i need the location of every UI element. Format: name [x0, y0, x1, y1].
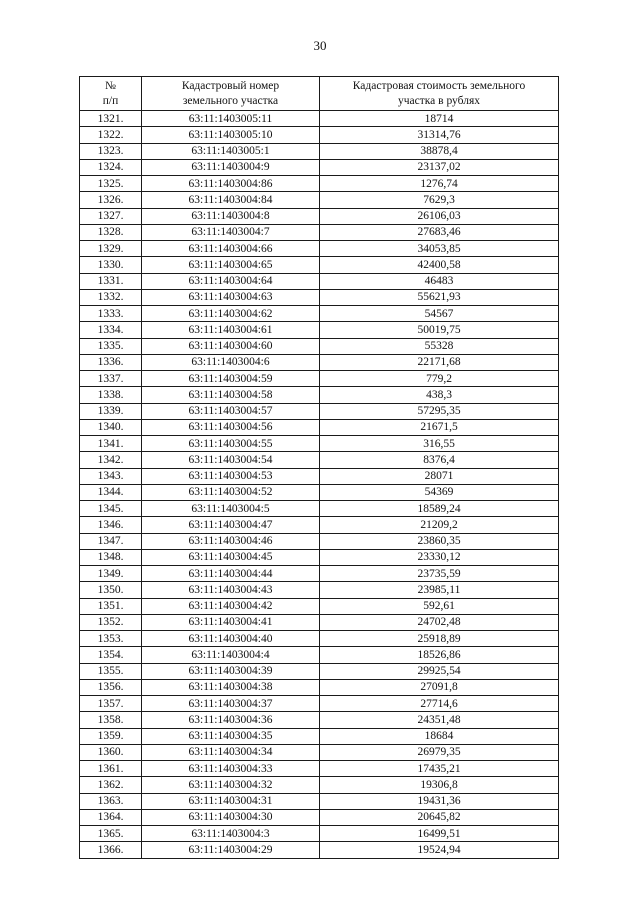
cadastral-value-cell: 29925,54 — [320, 663, 559, 679]
row-number-cell: 1359. — [80, 728, 142, 744]
table-row — [80, 793, 559, 809]
table-row — [80, 647, 559, 663]
cadastral-number-cell: 63:11:1403004:61 — [142, 322, 320, 338]
cadastral-value-cell: 23860,35 — [320, 533, 559, 549]
table-row — [80, 728, 559, 744]
cadastral-number-cell: 63:11:1403004:54 — [142, 452, 320, 468]
header-row-number-line-2: п/п — [102, 94, 119, 107]
table-row — [80, 241, 559, 257]
row-number-cell: 1337. — [80, 371, 142, 387]
row-number-cell: 1353. — [80, 631, 142, 647]
table-row — [80, 826, 559, 842]
row-number-cell: 1338. — [80, 387, 142, 403]
cadastral-value-cell: 316,55 — [320, 436, 559, 452]
cadastral-value-cell: 54567 — [320, 306, 559, 322]
header-row-number-line-1: № — [105, 79, 116, 92]
cadastral-value-cell: 46483 — [320, 273, 559, 289]
cadastral-value-cell: 34053,85 — [320, 241, 559, 257]
cadastral-value-cell: 20645,82 — [320, 809, 559, 825]
row-number-cell: 1351. — [80, 598, 142, 614]
table-row — [80, 631, 559, 647]
cadastral-value-cell: 19431,36 — [320, 793, 559, 809]
row-number-cell: 1334. — [80, 322, 142, 338]
cadastral-number-cell: 63:11:1403004:7 — [142, 224, 320, 240]
row-number-cell: 1365. — [80, 826, 142, 842]
cadastral-number-cell: 63:11:1403005:10 — [142, 127, 320, 143]
cadastral-value-cell: 27714,6 — [320, 696, 559, 712]
table-row — [80, 533, 559, 549]
cadastral-value-cell: 21671,5 — [320, 419, 559, 435]
row-number-cell: 1366. — [80, 842, 142, 858]
cadastral-value-cell: 24702,48 — [320, 614, 559, 630]
row-number-cell: 1356. — [80, 679, 142, 695]
cadastral-value-cell: 779,2 — [320, 371, 559, 387]
cadastral-value-cell: 57295,35 — [320, 403, 559, 419]
row-number-cell: 1339. — [80, 403, 142, 419]
row-number-cell: 1346. — [80, 517, 142, 533]
cadastral-value-table — [79, 76, 559, 859]
cadastral-number-cell: 63:11:1403004:42 — [142, 598, 320, 614]
cadastral-number-cell: 63:11:1403004:34 — [142, 744, 320, 760]
row-number-cell: 1357. — [80, 696, 142, 712]
table-row — [80, 582, 559, 598]
cadastral-number-cell: 63:11:1403004:66 — [142, 241, 320, 257]
row-number-cell: 1363. — [80, 793, 142, 809]
cadastral-value-cell: 55328 — [320, 338, 559, 354]
table-row — [80, 419, 559, 435]
row-number-cell: 1329. — [80, 241, 142, 257]
cadastral-number-cell: 63:11:1403004:39 — [142, 663, 320, 679]
table-row — [80, 744, 559, 760]
table-row — [80, 777, 559, 793]
cadastral-number-cell: 63:11:1403004:52 — [142, 484, 320, 500]
table-row — [80, 809, 559, 825]
cadastral-value-cell: 54369 — [320, 484, 559, 500]
table-row — [80, 842, 559, 858]
table-row — [80, 338, 559, 354]
row-number-cell: 1355. — [80, 663, 142, 679]
cadastral-value-cell: 23735,59 — [320, 566, 559, 582]
header-row — [80, 77, 559, 111]
row-number-cell: 1349. — [80, 566, 142, 582]
page-number: 30 — [313, 38, 327, 53]
cadastral-number-cell: 63:11:1403004:45 — [142, 549, 320, 565]
row-number-cell: 1331. — [80, 273, 142, 289]
table-row — [80, 143, 559, 159]
row-number-cell: 1358. — [80, 712, 142, 728]
cadastral-value-cell: 27683,46 — [320, 224, 559, 240]
table-row — [80, 484, 559, 500]
cadastral-number-cell: 63:11:1403004:33 — [142, 761, 320, 777]
row-number-cell: 1361. — [80, 761, 142, 777]
table-row — [80, 111, 559, 127]
table-row — [80, 614, 559, 630]
row-number-cell: 1362. — [80, 777, 142, 793]
cadastral-value-cell: 31314,76 — [320, 127, 559, 143]
cadastral-value-cell: 42400,58 — [320, 257, 559, 273]
cadastral-value-cell: 438,3 — [320, 387, 559, 403]
cadastral-number-cell: 63:11:1403004:84 — [142, 192, 320, 208]
row-number-cell: 1360. — [80, 744, 142, 760]
table-row — [80, 273, 559, 289]
cadastral-number-cell: 63:11:1403004:38 — [142, 679, 320, 695]
cadastral-number-cell: 63:11:1403004:46 — [142, 533, 320, 549]
table-row — [80, 436, 559, 452]
row-number-cell: 1340. — [80, 419, 142, 435]
cadastral-value-cell: 7629,3 — [320, 192, 559, 208]
table-row — [80, 696, 559, 712]
cadastral-number-cell: 63:11:1403005:1 — [142, 143, 320, 159]
cadastral-value-cell: 18526,86 — [320, 647, 559, 663]
table-row — [80, 663, 559, 679]
cadastral-number-cell: 63:11:1403004:31 — [142, 793, 320, 809]
cadastral-value-cell: 18589,24 — [320, 501, 559, 517]
header-cadastral-value-line-1: Кадастровая стоимость земельного — [352, 79, 526, 92]
row-number-cell: 1327. — [80, 208, 142, 224]
table-row — [80, 679, 559, 695]
row-number-cell: 1341. — [80, 436, 142, 452]
cadastral-value-cell: 26979,35 — [320, 744, 559, 760]
cadastral-number-cell: 63:11:1403004:4 — [142, 647, 320, 663]
cadastral-value-cell: 8376,4 — [320, 452, 559, 468]
cadastral-number-cell: 63:11:1403004:65 — [142, 257, 320, 273]
cadastral-value-cell: 17435,21 — [320, 761, 559, 777]
cadastral-number-cell: 63:11:1403004:59 — [142, 371, 320, 387]
row-number-cell: 1343. — [80, 468, 142, 484]
cadastral-number-cell: 63:11:1403004:63 — [142, 289, 320, 305]
row-number-cell: 1364. — [80, 809, 142, 825]
table-row — [80, 566, 559, 582]
table-row — [80, 208, 559, 224]
table-row — [80, 712, 559, 728]
row-number-cell: 1345. — [80, 501, 142, 517]
table-row — [80, 176, 559, 192]
cadastral-value-cell: 26106,03 — [320, 208, 559, 224]
cadastral-value-cell: 38878,4 — [320, 143, 559, 159]
row-number-cell: 1323. — [80, 143, 142, 159]
cadastral-value-cell: 55621,93 — [320, 289, 559, 305]
header-cadastral-number — [142, 77, 320, 111]
row-number-cell: 1344. — [80, 484, 142, 500]
table-header — [80, 77, 559, 111]
table-row — [80, 192, 559, 208]
cadastral-number-cell: 63:11:1403004:30 — [142, 809, 320, 825]
table-row — [80, 468, 559, 484]
cadastral-number-cell: 63:11:1403004:9 — [142, 159, 320, 175]
cadastral-number-cell: 63:11:1403004:8 — [142, 208, 320, 224]
cadastral-value-cell: 28071 — [320, 468, 559, 484]
cadastral-number-cell: 63:11:1403004:64 — [142, 273, 320, 289]
cadastral-number-cell: 63:11:1403005:11 — [142, 111, 320, 127]
row-number-cell: 1348. — [80, 549, 142, 565]
cadastral-value-cell: 27091,8 — [320, 679, 559, 695]
table-row — [80, 371, 559, 387]
cadastral-value-cell: 1276,74 — [320, 176, 559, 192]
header-cadastral-value — [320, 77, 559, 111]
cadastral-number-cell: 63:11:1403004:32 — [142, 777, 320, 793]
cadastral-number-cell: 63:11:1403004:40 — [142, 631, 320, 647]
row-number-cell: 1325. — [80, 176, 142, 192]
row-number-cell: 1332. — [80, 289, 142, 305]
header-cadastral-value-line-2: участка в рублях — [397, 94, 480, 107]
table-row — [80, 127, 559, 143]
cadastral-number-cell: 63:11:1403004:5 — [142, 501, 320, 517]
cadastral-number-cell: 63:11:1403004:37 — [142, 696, 320, 712]
table-row — [80, 306, 559, 322]
cadastral-number-cell: 63:11:1403004:35 — [142, 728, 320, 744]
cadastral-number-cell: 63:11:1403004:57 — [142, 403, 320, 419]
row-number-cell: 1352. — [80, 614, 142, 630]
cadastral-value-cell: 24351,48 — [320, 712, 559, 728]
table-row — [80, 257, 559, 273]
row-number-cell: 1333. — [80, 306, 142, 322]
table-row — [80, 159, 559, 175]
table-row — [80, 549, 559, 565]
cadastral-value-cell: 23137,02 — [320, 159, 559, 175]
cadastral-value-cell: 25918,89 — [320, 631, 559, 647]
row-number-cell: 1336. — [80, 354, 142, 370]
cadastral-value-cell: 19306,8 — [320, 777, 559, 793]
row-number-cell: 1335. — [80, 338, 142, 354]
table-row — [80, 403, 559, 419]
cadastral-number-cell: 63:11:1403004:6 — [142, 354, 320, 370]
table-body — [80, 111, 559, 859]
cadastral-number-cell: 63:11:1403004:43 — [142, 582, 320, 598]
table-row — [80, 501, 559, 517]
cadastral-number-cell: 63:11:1403004:60 — [142, 338, 320, 354]
row-number-cell: 1354. — [80, 647, 142, 663]
header-cadastral-number-line-1: Кадастровый номер — [181, 79, 280, 92]
table-row — [80, 761, 559, 777]
table-row — [80, 387, 559, 403]
row-number-cell: 1324. — [80, 159, 142, 175]
cadastral-value-cell: 21209,2 — [320, 517, 559, 533]
cadastral-number-cell: 63:11:1403004:86 — [142, 176, 320, 192]
row-number-cell: 1328. — [80, 224, 142, 240]
row-number-cell: 1347. — [80, 533, 142, 549]
cadastral-value-cell: 23330,12 — [320, 549, 559, 565]
cadastral-number-cell: 63:11:1403004:56 — [142, 419, 320, 435]
row-number-cell: 1350. — [80, 582, 142, 598]
cadastral-number-cell: 63:11:1403004:29 — [142, 842, 320, 858]
header-row-number — [80, 77, 142, 111]
table-row — [80, 354, 559, 370]
table-row — [80, 289, 559, 305]
header-cadastral-number-line-2: земельного участка — [182, 94, 279, 107]
cadastral-value-cell: 23985,11 — [320, 582, 559, 598]
cadastral-number-cell: 63:11:1403004:41 — [142, 614, 320, 630]
cadastral-value-cell: 592,61 — [320, 598, 559, 614]
cadastral-value-cell: 50019,75 — [320, 322, 559, 338]
cadastral-value-cell: 16499,51 — [320, 826, 559, 842]
cadastral-value-cell: 19524,94 — [320, 842, 559, 858]
cadastral-number-cell: 63:11:1403004:55 — [142, 436, 320, 452]
row-number-cell: 1342. — [80, 452, 142, 468]
cadastral-number-cell: 63:11:1403004:58 — [142, 387, 320, 403]
table-row — [80, 224, 559, 240]
cadastral-number-cell: 63:11:1403004:62 — [142, 306, 320, 322]
cadastral-value-cell: 18714 — [320, 111, 559, 127]
cadastral-value-cell: 18684 — [320, 728, 559, 744]
row-number-cell: 1330. — [80, 257, 142, 273]
table-row — [80, 452, 559, 468]
table-row — [80, 598, 559, 614]
row-number-cell: 1321. — [80, 111, 142, 127]
cadastral-value-cell: 22171,68 — [320, 354, 559, 370]
table-row — [80, 322, 559, 338]
table-row — [80, 517, 559, 533]
cadastral-number-cell: 63:11:1403004:47 — [142, 517, 320, 533]
row-number-cell: 1322. — [80, 127, 142, 143]
cadastral-number-cell: 63:11:1403004:53 — [142, 468, 320, 484]
row-number-cell: 1326. — [80, 192, 142, 208]
cadastral-number-cell: 63:11:1403004:44 — [142, 566, 320, 582]
cadastral-number-cell: 63:11:1403004:36 — [142, 712, 320, 728]
cadastral-number-cell: 63:11:1403004:3 — [142, 826, 320, 842]
